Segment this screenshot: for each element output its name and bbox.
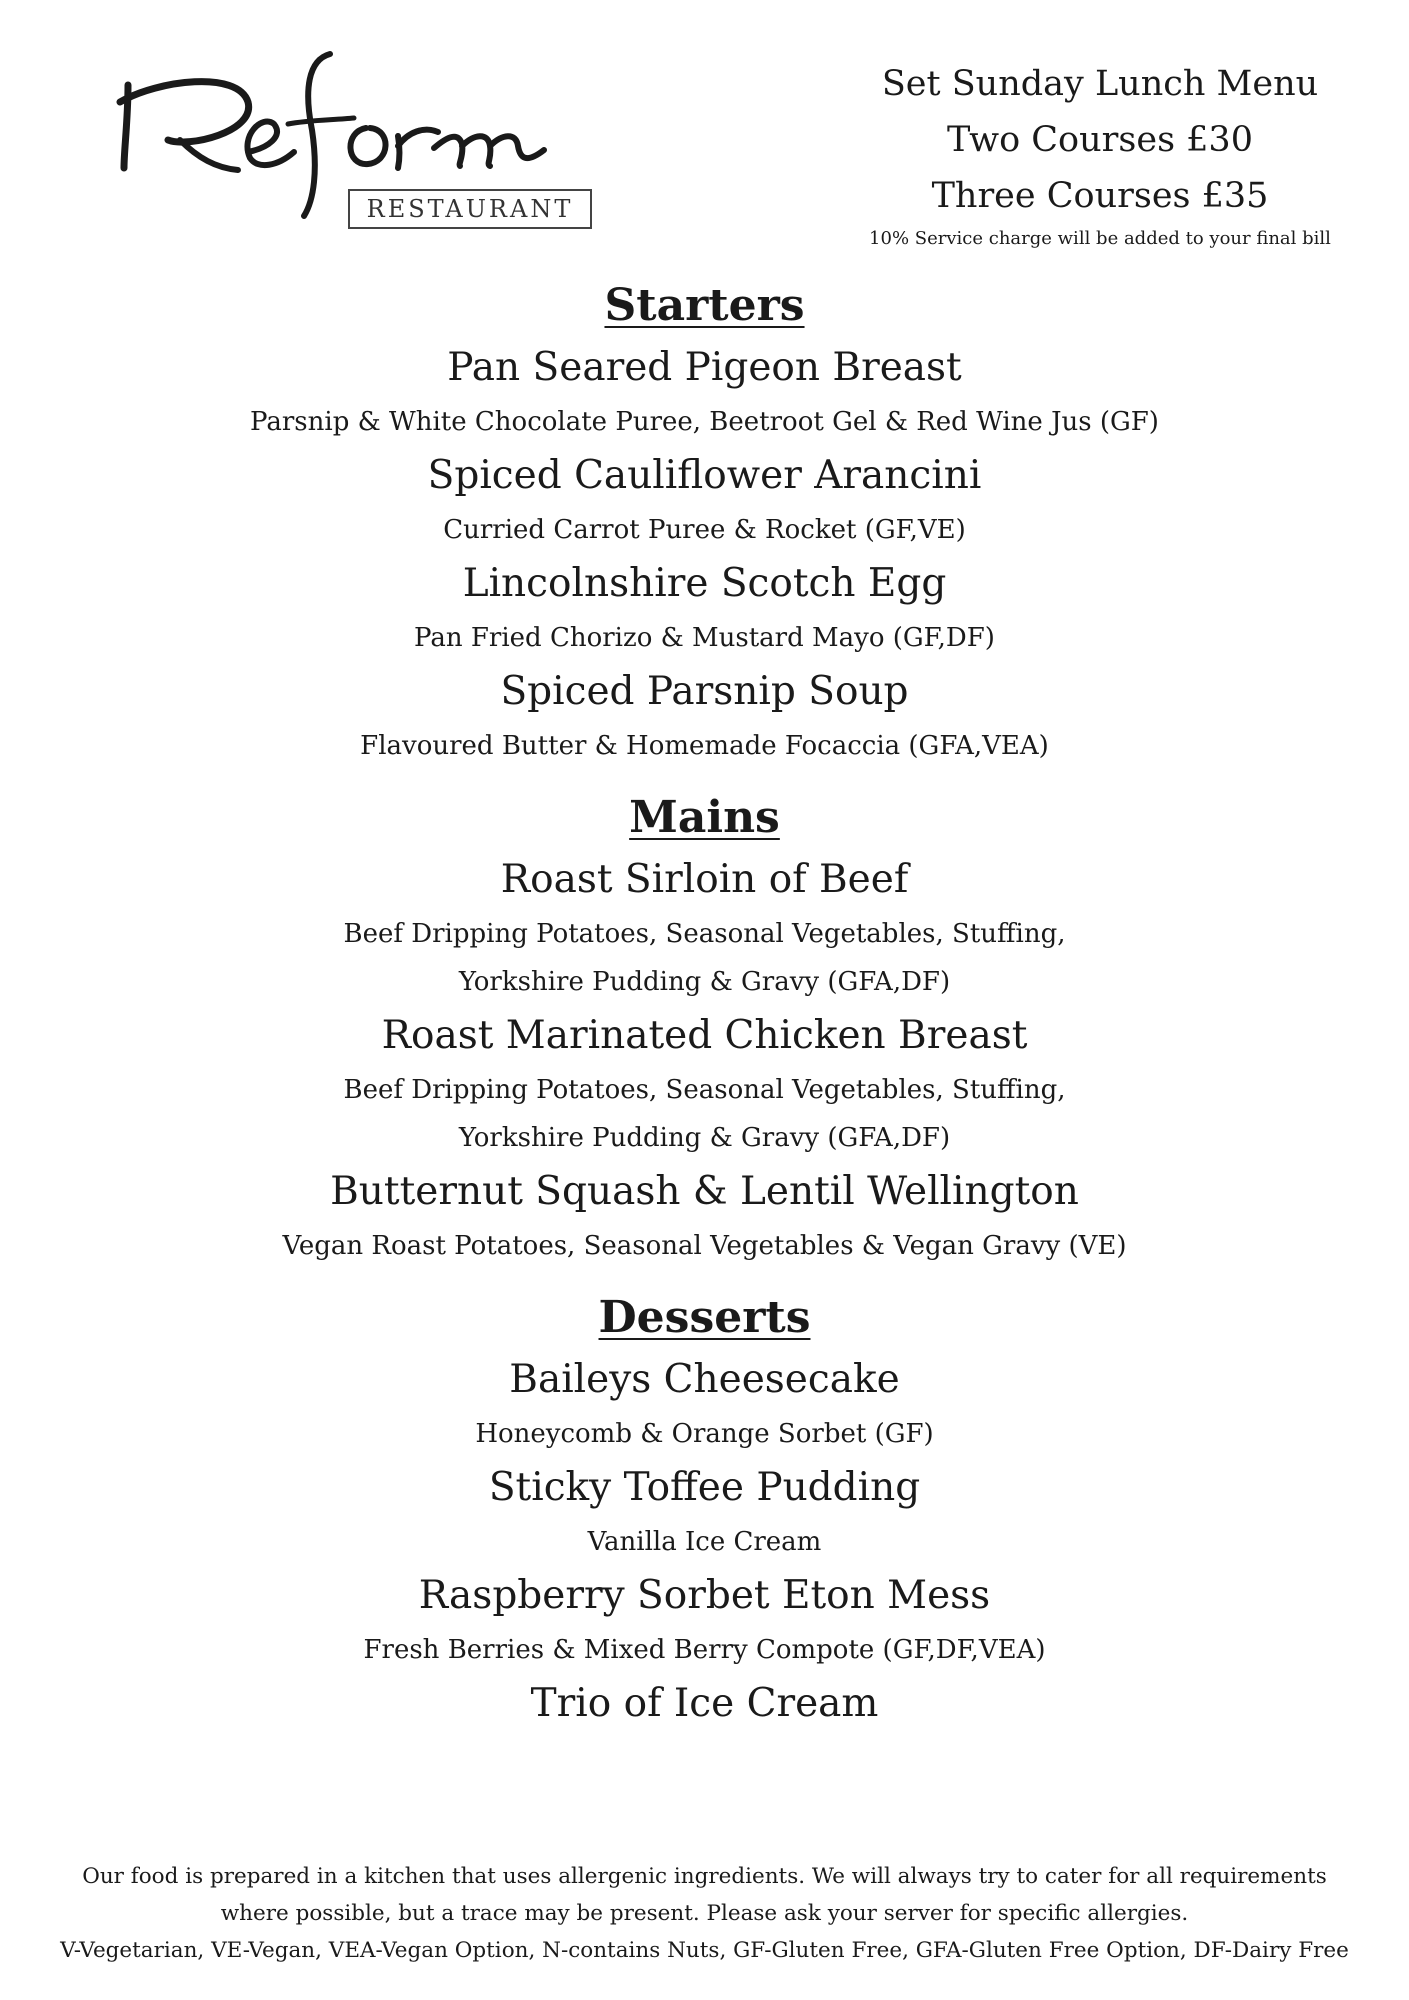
service-charge-note: 10% Service charge will be added to your final bill [869,228,1331,249]
dish-name: Spiced Parsnip Soup [500,669,909,714]
menu-item [0,1566,1409,1674]
mains-section [0,786,1409,1270]
dish-name: Butternut Squash & Lentil Wellington [330,1169,1079,1214]
menu-item [0,446,1409,554]
dish-description-line2: Yorkshire Pudding & Gravy (GFA,DF) [458,1123,951,1153]
menu-item [0,1006,1409,1162]
dish-name: Baileys Cheesecake [509,1357,900,1402]
menu-item [0,662,1409,770]
section-title-starters: Starters [604,280,805,331]
dish-description: Curried Carrot Puree & Rocket (GF,VE) [443,515,966,545]
dish-description: Flavoured Butter & Homemade Focaccia (GFA,VEA) [360,731,1049,761]
menu-item [0,1350,1409,1458]
pricing-block [840,56,1360,254]
dish-description: Beef Dripping Potatoes, Seasonal Vegetables, Stuffing, [343,1075,1066,1105]
dish-name: Roast Sirloin of Beef [500,857,909,902]
dish-description: Beef Dripping Potatoes, Seasonal Vegetables, Stuffing, [343,919,1066,949]
menu-item [0,1674,1409,1734]
section-title-mains: Mains [629,792,780,843]
section-title-desserts: Desserts [598,1292,811,1343]
three-courses-price: Three Courses £35 [931,176,1269,216]
allergen-notice-line: Our food is prepared in a kitchen that uses allergenic ingredients. We will always try to cater for all requirements [82,1864,1327,1889]
two-courses-price: Two Courses £30 [947,120,1253,160]
section-spacer [0,770,1409,786]
menu-title: Set Sunday Lunch Menu [881,64,1319,104]
menu-body [0,274,1409,1734]
menu-item [0,1458,1409,1566]
logo-subtitle: RESTAURANT [348,189,592,229]
dish-name: Spiced Cauliflower Arancini [427,453,982,498]
menu-item [0,554,1409,662]
dish-description: Vanilla Ice Cream [587,1527,822,1557]
dish-name: Pan Seared Pigeon Breast [447,345,962,390]
menu-item [0,1162,1409,1270]
dish-name: Raspberry Sorbet Eton Mess [418,1573,991,1618]
section-spacer [0,1270,1409,1286]
dish-name: Sticky Toffee Pudding [488,1465,921,1510]
dish-description: Parsnip & White Chocolate Puree, Beetroot Gel & Red Wine Jus (GF) [250,407,1159,437]
dish-name: Roast Marinated Chicken Breast [381,1013,1028,1058]
starters-section [0,274,1409,770]
desserts-section [0,1286,1409,1734]
dish-description: Vegan Roast Potatoes, Seasonal Vegetables & Vegan Gravy (VE) [282,1231,1127,1261]
dish-description: Pan Fried Chorizo & Mustard Mayo (GF,DF) [414,623,995,653]
allergen-notice-line: where possible, but a trace may be present. Please ask your server for specific allergies. [220,1901,1189,1926]
dish-name: Lincolnshire Scotch Egg [462,561,947,606]
dish-description: Fresh Berries & Mixed Berry Compote (GF,DF,VEA) [363,1635,1046,1665]
menu-item [0,338,1409,446]
dish-description-line2: Yorkshire Pudding & Gravy (GFA,DF) [458,967,951,997]
dish-description: Honeycomb & Orange Sorbet (GF) [475,1419,934,1449]
dish-name: Trio of Ice Cream [530,1681,879,1726]
menu-item [0,850,1409,1006]
allergen-footer [40,1858,1369,1969]
restaurant-logo [98,40,578,240]
dietary-key: V-Vegetarian, VE-Vegan, VEA-Vegan Option, N-contains Nuts, GF-Gluten Free, GFA-Gluten Free Option, DF-Dairy Free [60,1938,1349,1963]
